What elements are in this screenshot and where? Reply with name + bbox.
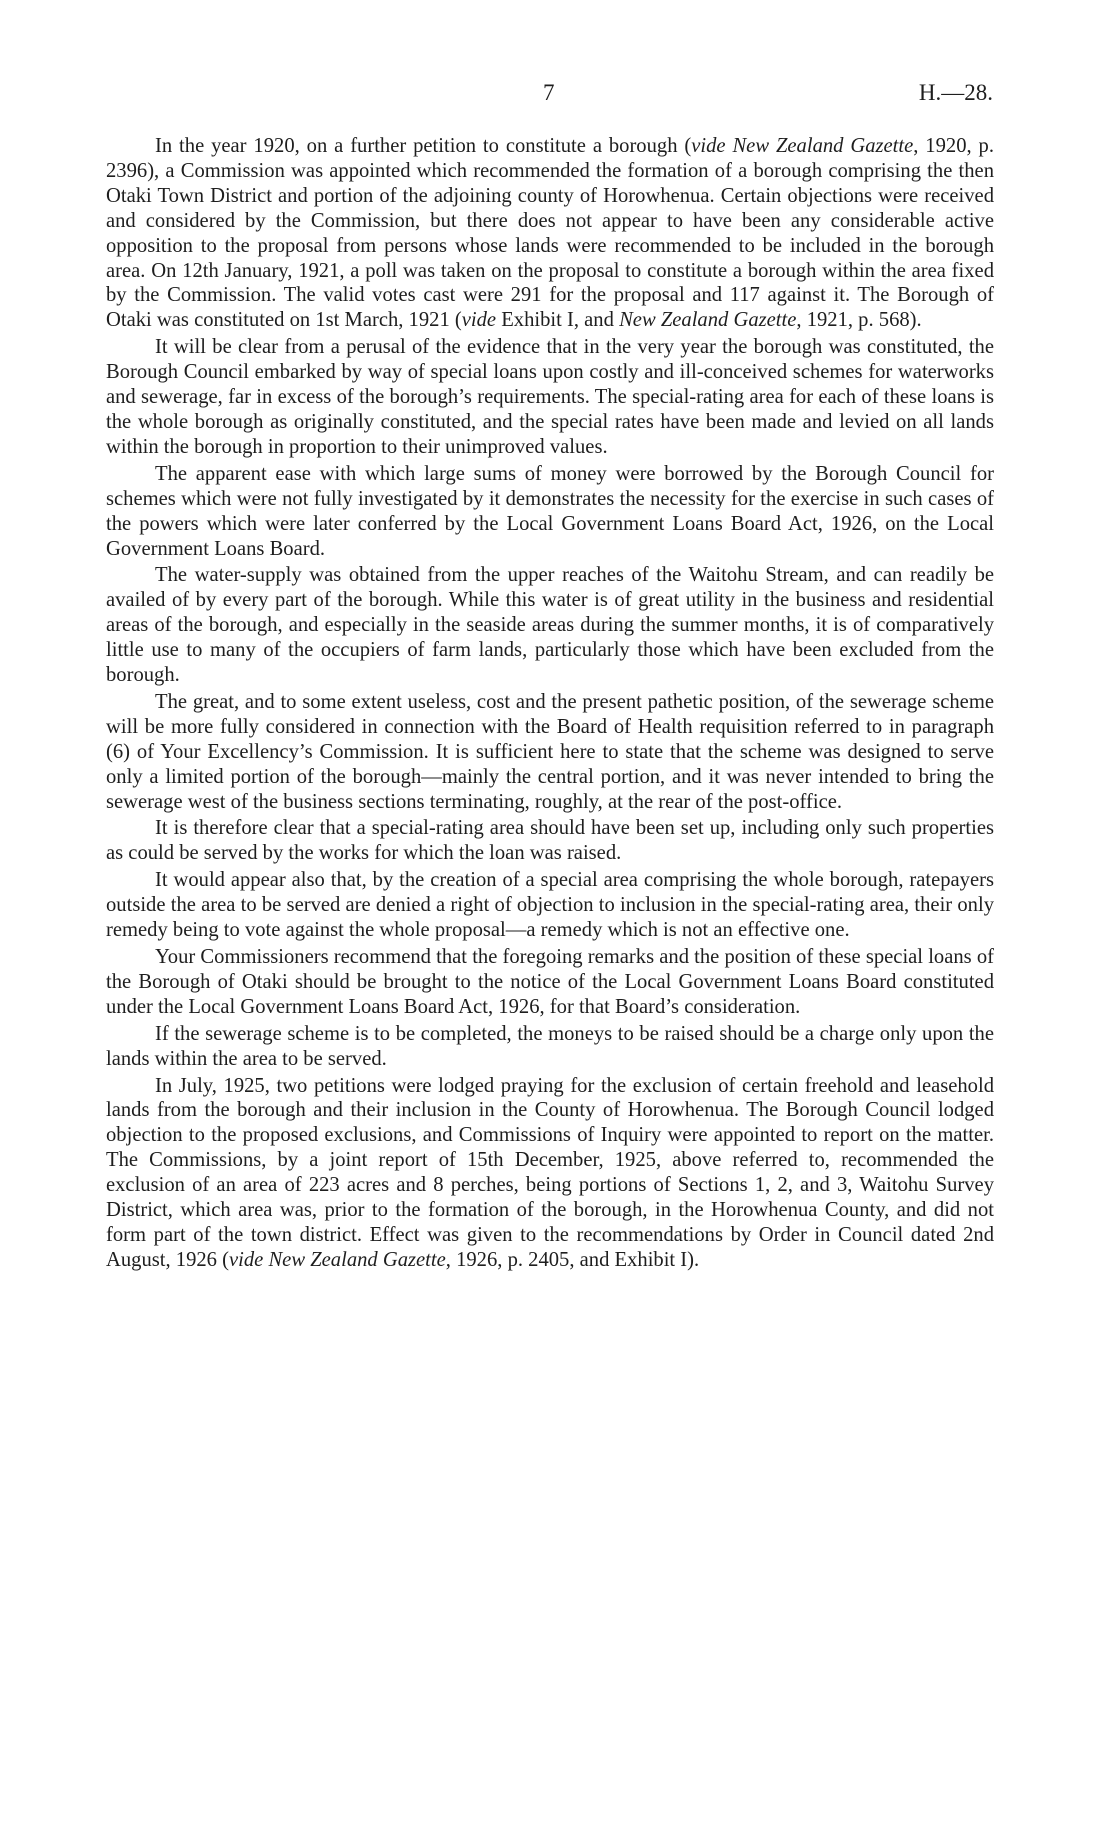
page-number: 7 [543,80,555,105]
paragraph-10: In July, 1925, two petitions were lodged praying for the exclusion of certain freehold and leasehold lands from the borough and their inclusion in the County of Horowhenua. The Borough Council lodged objection to the proposed exclusions, and Commissions of Inquiry were appointed to report on the matter. The Commissions, by a joint report of 15th December, 1925, above referred to, recommended the exclusion of an area of 223 acres and 8 perches, being portions of Sections 1, 2, and 3, Waitohu Survey District, which area was, prior to the formation of the borough, in the Horowhenua County, and did not form part of the town district. Effect was given to the recommendations by Order in Council dated 2nd August, 1926 (vide New Zealand Gazette, 1926, p. 2405, and Exhibit I). [106,1074,994,1271]
paragraph-8: Your Commissioners recommend that the foregoing remarks and the position of these special loans of the Borough of Otaki should be brought to the notice of the Local Government Loans Board constituted under the Local Government Loans Board Act, 1926, for that Board’s consideration. [106,946,994,1018]
paragraph-6: It is therefore clear that a special-rating area should have been set up, including only such properties as could be served by the works for which the loan was raised. [106,817,994,865]
paragraph-7: It would appear also that, by the creation of a special area comprising the whole borough, ratepayers outside the area to be served are denied a right of objection to inclusion in the special-rating area, their only remedy being to vote against the whole proposal—a remedy which is not an effective one. [106,869,994,942]
paragraph-3: The apparent ease with which large sums of money were borrowed by the Borough Council for schemes which were not fully investigated by it demonstrates the necessity for the exercise in such cases of the powers which were later conferred by the Local Government Loans Board Act, 1926, on the Local Government Loans Board. [106,462,994,560]
document-reference: H.—28. [918,80,993,105]
paragraph-2: It will be clear from a perusal of the evidence that in the very year the borough was constituted, the Borough Council embarked by way of special loans upon costly and ill-conceived schemes for waterworks and sewerage, far in excess of the borough’s requirements. The special-rating area for each of these loans is the whole borough as originally constituted, and the special rates have been made and levied on all lands within the borough in proportion to their unimproved values. [106,336,994,458]
paragraph-5: The great, and to some extent useless, cost and the present pathetic position, of the sewerage scheme will be more fully considered in connection with the Board of Health requisition referred to in paragraph (6) of Your Excellency’s Commission. It is sufficient here to state that the scheme was designed to serve only a limited portion of the borough—mainly the central portion, and it was never intended to bring the sewerage west of the business sections terminating, roughly, at the rear of the post-office. [106,690,994,813]
paragraph-1: In the year 1920, on a further petition to constitute a borough (vide New Zealand Gazette, 1920, p. 2396), a Commission was appointed which recommended the formation of a borough comprising the then Otaki Town District and portion of the adjoining county of Horowhenua. Certain objections were received and considered by the Commission, but there does not appear to have been any considerable active opposition to the proposal from persons whose lands were recommended to be included in the borough area. On 12th January, 1921, a poll was taken on the proposal to constitute a borough within the area fixed by the Commission. The valid votes cast were 291 for the proposal and 117 against it. The Borough of Otaki was constituted on 1st March, 1921 (vide Exhibit I, and New Zealand Gazette, 1921, p. 568). [106,135,994,332]
page-header [0,80,1114,110]
paragraph-9: If the sewerage scheme is to be completed, the moneys to be raised should be a charge only upon the lands within the area to be served. [106,1022,994,1070]
paragraph-4: The water-supply was obtained from the upper reaches of the Waitohu Stream, and can readily be availed of by every part of the borough. While this water is of great utility in the business and residential areas of the borough, and especially in the seaside areas during the summer months, it is of comparatively little use to many of the occupiers of farm lands, particularly those which have been excluded from the borough. [106,564,994,687]
body-text [106,134,994,1275]
